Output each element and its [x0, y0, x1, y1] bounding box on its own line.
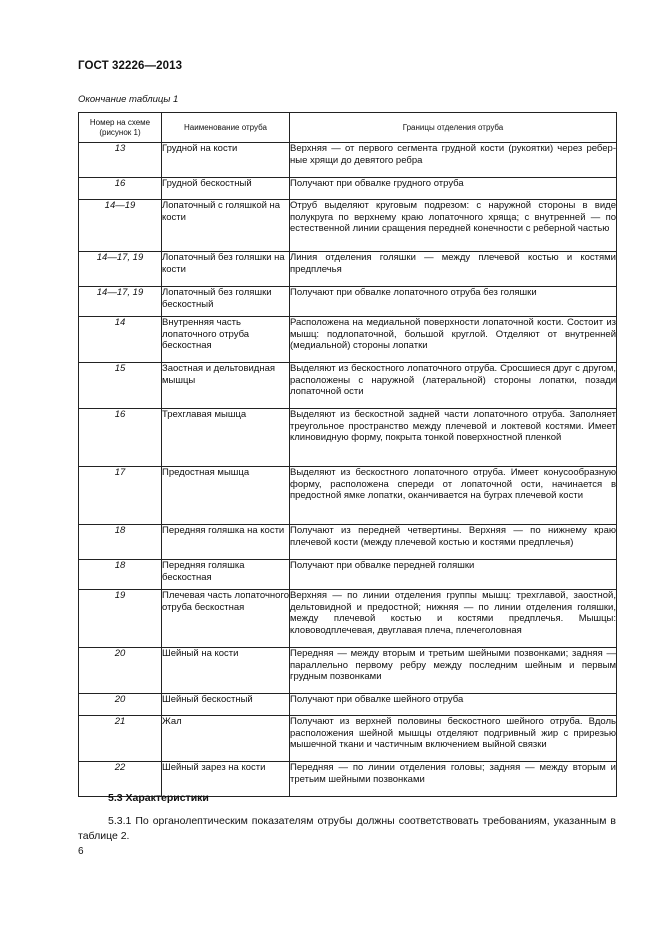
row-boundaries: Верхняя — по линии отделения группы мышц: трехглавой, заостной, дельтовидной и предостной; нижняя — по линии отделения голяшки, между плечевой костью и костями предплечья. Мышцы: клововодплечевая, двуглавая плеча, плечеголовная [290, 590, 617, 648]
row-number: 16 [79, 178, 162, 200]
row-boundaries: Получают при обвалке лопаточного отруба без голяшки [290, 287, 617, 317]
row-boundaries: Выделяют из бескостного лопаточного отруба. Имеет конусообразную форму, расположена спереди от лопаточной ости, начинается в предостной ямке лопатки, оканчивается на буграх плечевой кости [290, 467, 617, 525]
row-boundaries: Получают из передней четвертины. Верхняя — по нижнему краю плечевой кости (между плечевой костью и костями предплечья) [290, 525, 617, 560]
table-row [79, 716, 617, 762]
table-row [79, 467, 617, 525]
row-cut-name: Трехглавая мышца [162, 409, 290, 467]
row-number: 15 [79, 363, 162, 409]
row-cut-name: Лопаточный без голяшки на кости [162, 252, 290, 287]
row-cut-name: Лопаточный без голяшки бескостный [162, 287, 290, 317]
row-cut-name: Плечевая часть лопаточного отруба бескостная [162, 590, 290, 648]
row-cut-name: Жал [162, 716, 290, 762]
section-title: 5.3 Характеристики [108, 792, 209, 804]
table-row [79, 409, 617, 467]
table-row [79, 287, 617, 317]
column-header-number: Номер на схеме (рисунок 1) [79, 113, 162, 143]
row-cut-name: Шейный бескостный [162, 694, 290, 716]
row-number: 18 [79, 525, 162, 560]
row-number: 18 [79, 560, 162, 590]
row-boundaries: Выделяют из бескостной задней части лопаточного отруба. Заполняет треугольное пространство между плечевой и локтевой костями. Имеет клиновидную форму, покрыта тонкой поверхностной пленкой [290, 409, 617, 467]
row-cut-name: Лопаточный с голяшкой на кости [162, 200, 290, 252]
row-cut-name: Внутренняя часть лопаточного отруба бескостная [162, 317, 290, 363]
row-boundaries: Передняя — по линии отделения головы; задняя — между вторым и третьим шейными позвонками [290, 762, 617, 797]
table-row [79, 200, 617, 252]
table-row [79, 590, 617, 648]
row-cut-name: Передняя голяшка на кости [162, 525, 290, 560]
table-row [79, 252, 617, 287]
table-row [79, 363, 617, 409]
row-boundaries: Получают из верхней половины бескостного шейного отруба. Вдоль расположения шейной мышцы отделяют подгривный жир с прирезью мышечной ткани и частичным включением выйной связки [290, 716, 617, 762]
row-cut-name: Шейный зарез на кости [162, 762, 290, 797]
row-boundaries: Верхняя — от первого сегмента грудной кости (рукоятки) через реберные хрящи до девятого ребра [290, 143, 617, 178]
row-boundaries: Линия отделения голяшки — между плечевой костью и костями предплечья [290, 252, 617, 287]
row-number: 17 [79, 467, 162, 525]
row-number: 20 [79, 694, 162, 716]
column-header-name: Наименование отруба [162, 113, 290, 143]
table-row [79, 560, 617, 590]
row-boundaries: Получают при обвалке передней голяшки [290, 560, 617, 590]
row-cut-name: Грудной на кости [162, 143, 290, 178]
column-header-boundaries: Границы отделения отруба [290, 113, 617, 143]
table-row [79, 525, 617, 560]
cuts-table [78, 112, 617, 797]
row-number: 22 [79, 762, 162, 797]
row-cut-name: Грудной бескостный [162, 178, 290, 200]
row-number: 14—17, 19 [79, 287, 162, 317]
table-caption: Окончание таблицы 1 [78, 94, 179, 105]
row-cut-name: Шейный на кости [162, 648, 290, 694]
row-boundaries: Получают при обвалке грудного отруба [290, 178, 617, 200]
row-number: 14—17, 19 [79, 252, 162, 287]
row-number: 14—19 [79, 200, 162, 252]
row-number: 20 [79, 648, 162, 694]
table-header-row [79, 113, 617, 143]
row-boundaries: Передняя — между вторым и третьим шейными позвонками; задняя — параллельно первому ребру между последним шейным и первым грудным позвонками [290, 648, 617, 694]
row-number: 19 [79, 590, 162, 648]
row-cut-name: Предостная мышца [162, 467, 290, 525]
table-row [79, 648, 617, 694]
row-cut-name: Заостная и дельтовидная мышцы [162, 363, 290, 409]
row-number: 14 [79, 317, 162, 363]
standard-header: ГОСТ 32226—2013 [78, 60, 183, 72]
row-number: 16 [79, 409, 162, 467]
row-boundaries: Расположена на медиальной поверхности лопаточной кости. Состоит из мышц: подлопаточной, большой круглой. Отделяют от внутренней (медиальной) стороны лопатки [290, 317, 617, 363]
row-boundaries: Выделяют из бескостного лопаточного отруба. Сросшиеся друг с другом, расположены с наружной (латеральной) стороны лопатки, позади лопаточной ости [290, 363, 617, 409]
section-paragraph: 5.3.1 По органолептическим показателям отрубы должны соответствовать требованиям, указанным в таблице 2. [78, 815, 616, 842]
table-row [79, 178, 617, 200]
page-number: 6 [78, 846, 84, 857]
row-number: 13 [79, 143, 162, 178]
row-boundaries: Получают при обвалке шейного отруба [290, 694, 617, 716]
table-row [79, 317, 617, 363]
row-cut-name: Передняя голяшка бескостная [162, 560, 290, 590]
table-row [79, 694, 617, 716]
row-boundaries: Отруб выделяют круговым подрезом: с наружной стороны в виде полукруга по верхнему краю лопаточного хряща; с внутренней — по естественной линии сращения передней конечности с реберной частью [290, 200, 617, 252]
table-row [79, 143, 617, 178]
row-number: 21 [79, 716, 162, 762]
